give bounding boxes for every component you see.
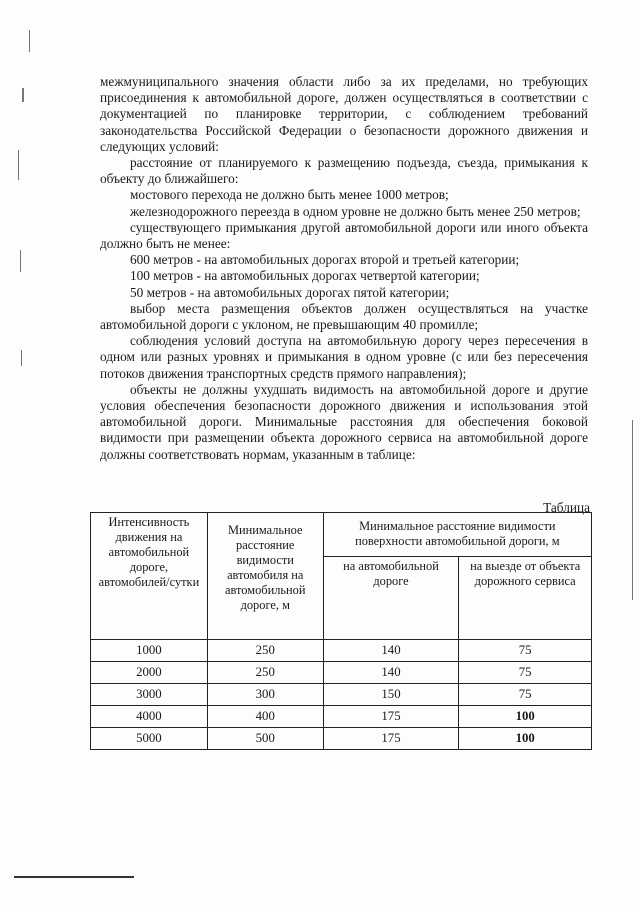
paragraph: 50 метров - на автомобильных дорогах пятой категории;	[130, 284, 450, 300]
header-intensity: Интенсивность движения на автомобильной дороге, автомобилей/сутки	[91, 513, 208, 640]
cell-exit-visibility: 100	[459, 706, 592, 728]
scan-margin-mark	[22, 88, 24, 102]
cell-road-visibility: 150	[323, 684, 459, 706]
paragraph: железнодорожного переезда в одном уровне не должно быть менее 250 метров;	[130, 203, 581, 219]
cell-road-visibility: 140	[323, 640, 459, 662]
paragraph: 100 метров - на автомобильных дорогах четвертой категории;	[130, 268, 480, 284]
cell-intensity: 2000	[91, 662, 208, 684]
cell-intensity: 3000	[91, 684, 208, 706]
cell-exit-visibility: 75	[459, 640, 592, 662]
cell-intensity: 1000	[91, 640, 208, 662]
scan-margin-mark	[21, 350, 22, 366]
body-text	[100, 74, 588, 463]
header-min-surface-visibility: Минимальное расстояние видимости поверхности автомобильной дороги, м	[323, 513, 591, 557]
footnote-divider	[14, 876, 134, 878]
cell-vehicle-visibility: 300	[207, 684, 323, 706]
subheader-at-exit: на выезде от объекта дорожного сервиса	[459, 557, 592, 640]
table-row	[91, 728, 592, 750]
table-row	[91, 662, 592, 684]
cell-vehicle-visibility: 400	[207, 706, 323, 728]
cell-exit-visibility: 75	[459, 684, 592, 706]
subheader-on-road: на автомобильной дороге	[323, 557, 459, 640]
cell-vehicle-visibility: 250	[207, 662, 323, 684]
cell-intensity: 4000	[91, 706, 208, 728]
paragraph: существующего примыкания другой автомобильной дороги или иного объекта должно быть не менее:	[100, 219, 588, 252]
scan-edge-mark	[632, 420, 633, 600]
cell-vehicle-visibility: 250	[207, 640, 323, 662]
paragraph: соблюдения условий доступа на автомобильную дорогу через пересечения в одном или разных уровнях и примыкания в одном уровне (с или без пересечения потоков движения транспортных средств прямого направления);	[100, 333, 588, 381]
paragraph: объекты не должны ухудшать видимость на автомобильной дороге и другие условия обеспечения безопасности дорожного движения и использования этой автомобильной дороги. Минимальные расстояния для обеспечения боковой видимости при размещении объекта дорожного сервиса на автомобильной дороге должны соответствовать нормам, указанным в таблице:	[100, 381, 588, 462]
visibility-table	[90, 512, 592, 750]
scan-margin-mark	[18, 150, 19, 180]
scan-margin-mark	[29, 30, 30, 52]
table-caption: Таблица	[543, 500, 590, 515]
cell-intensity: 5000	[91, 728, 208, 750]
paragraph: расстояние от планируемого к размещению подъезда, съезда, примыкания к объекту до ближайшего:	[100, 155, 588, 187]
table-header-row	[91, 513, 592, 557]
scan-margin-mark	[20, 250, 21, 272]
cell-road-visibility: 175	[323, 728, 459, 750]
cell-vehicle-visibility: 500	[207, 728, 323, 750]
cell-road-visibility: 140	[323, 662, 459, 684]
table-row	[91, 706, 592, 728]
paragraph: 600 метров - на автомобильных дорогах второй и третьей категории;	[130, 252, 520, 268]
table-row	[91, 684, 592, 706]
paragraph: межмуниципального значения области либо за их пределами, но требующих присоединения к автомобильной дороге, должен осуществляться в соответствии с документацией по планировке территории, с соблюдением требований законодательства Российской Федерации о безопасности дорожного движения и следующих условий:	[100, 74, 588, 154]
cell-exit-visibility: 100	[459, 728, 592, 750]
cell-road-visibility: 175	[323, 706, 459, 728]
cell-exit-visibility: 75	[459, 662, 592, 684]
paragraph: выбор места размещения объектов должен осуществляться на участке автомобильной дороги с уклоном, не превышающим 40 промилле;	[100, 300, 588, 333]
table-row	[91, 640, 592, 662]
header-min-vehicle-visibility: Минимальное расстояние видимости автомобиля на автомобильной дороге, м	[207, 513, 323, 640]
paragraph: мостового перехода не должно быть менее 1000 метров;	[130, 187, 449, 203]
